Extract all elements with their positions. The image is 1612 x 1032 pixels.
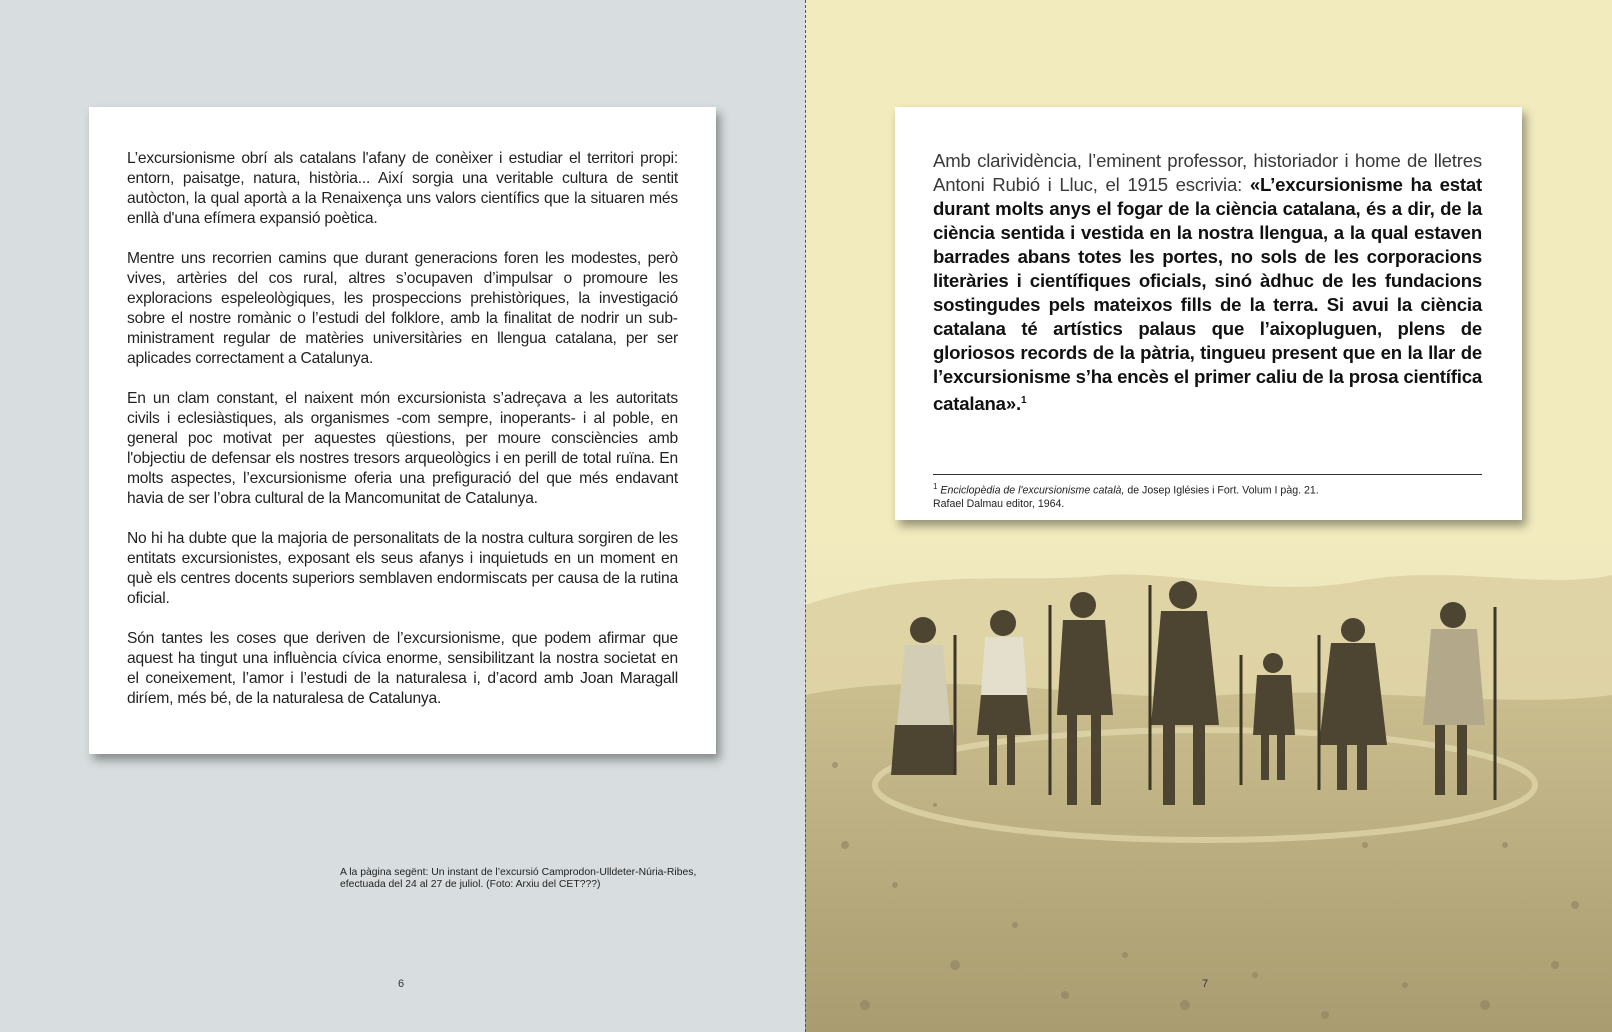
footnote-rule — [933, 474, 1482, 475]
footnote — [933, 480, 1482, 511]
paragraph-2: Mentre uns recorrien camins que durant generacions foren les modestes, però vives, artèries del cos rural, altres s’ocupaven d’impulsar o promoure les exploracions espeleològiques, les prospeccions prehistòriques, la investigació sobre el nostre romànic o l’estudi del folklore, amb la finalitat de nodrir un subministrament regular de matèries universitàries en llengua catalana, per ser aplicades correctament a Catalunya. — [127, 250, 678, 367]
left-page — [0, 0, 805, 1032]
quote-intro: Amb clarividència, l’eminent professor, historiador i home de lletres Antoni Rubió i Lluc, el 1915 escrivia: — [933, 150, 1482, 195]
photo-caption — [340, 867, 720, 891]
caption-line-2: efectuada del 24 al 27 de juliol. (Foto: Arxiu del CET???) — [340, 879, 601, 890]
footnote-line-2: Rafael Dalmau editor, 1964. — [933, 497, 1065, 510]
footnote-reference: 1 — [1020, 395, 1027, 406]
quote-card-right — [895, 107, 1522, 520]
paragraph-4: No hi ha dubte que la majoria de personalitats de la nostra cultura sorgiren de les entitats excursionistes, exposant els seus afanys i inquietuds en un moment en què els centres docents superiors semblaven endormiscats per causa de la rutina oficial. — [127, 530, 678, 607]
quote-paragraph — [933, 149, 1482, 416]
right-page — [805, 0, 1612, 1032]
text-card-left — [89, 107, 716, 754]
page-number-right: 7 — [1202, 978, 1209, 990]
paragraph-3: En un clam constant, el naixent món excursionista s’adreçava a les autoritats civils i eclesiàstiques, als organismes -com sempre, inoperants- i al poble, en general poc motivat per aquestes qüestions, per moure consciències amb l'objectiu de defensar els nostres tresors arqueològics i en perill de total ruïna. En molts aspectes, l’excursionisme oferia una prefiguració del que més endavant havia de ser l’obra cultural de la Mancomunitat de Catalunya. — [127, 390, 678, 507]
footnote-line-1 — [933, 480, 1482, 498]
paragraph-1: L’excursionisme obrí als catalans l'afany de conèixer i estudiar el territori propi: entorn, paisatge, natura, història... Així sorgia una veritable cultura de sentit autòcton, la qual aportà a la Renaixença uns valors científics que la situaren més enllà d'una efímera expansió poètica. — [127, 150, 678, 227]
footnote-marker: 1 — [933, 482, 938, 491]
photo-hikers-mountain — [805, 545, 1612, 1032]
page-fold-divider — [805, 0, 806, 1032]
footnote-book-title: Enciclopèdia de l'excursionisme català, — [940, 484, 1125, 497]
caption-line-1: A la pàgina segënt: Un instant de l’excursió Camprodon-Ulldeter-Núria-Ribes, — [340, 867, 697, 878]
quote-bold: «L’excursionisme ha estat durant molts anys el fogar de la ciència catalana, és a dir, de la ciència sentida i vestida en la nostra llengua, a la qual estaven barrades abans totes les portes, no sols de les corporacions literàries i científiques oficials, sinó àdhuc de les fundacions sostingudes pels mateixos fills de la terra. Si avui la ciència catalana té artístics palaus que l’aixopluguen, plens de gloriosos records de la pàtria, tingueu present que en la llar de l’excursionisme s’ha encès el primer caliu de la prosa científica catalana». — [933, 174, 1482, 415]
footnote-details: de Josep Iglésies i Fort. Volum I pàg. 21. — [1124, 484, 1319, 497]
page-number-left: 6 — [398, 978, 405, 990]
paragraph-5: Són tantes les coses que deriven de l’excursionisme, que podem afirmar que aquest ha tingut una influència cívica enorme, sensibilitzant la nostra societat en el coneixement, l’amor i l’estudi de la naturalesa i, d’acord amb Joan Maragall diríem, més bé, de la naturalesa de Catalunya. — [127, 630, 678, 707]
